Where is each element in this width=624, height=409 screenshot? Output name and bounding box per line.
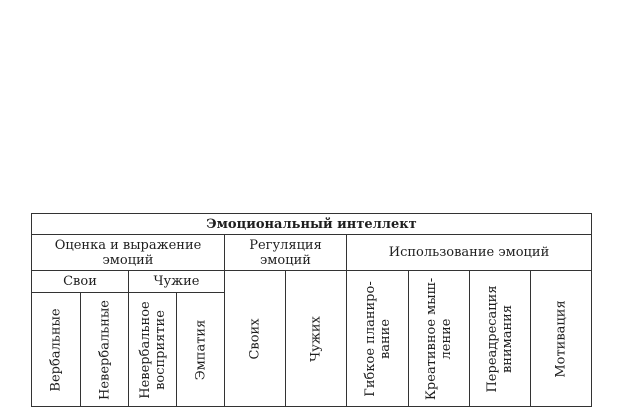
column-flexible-planning-label: Гибкое планиро- вание [362,280,393,397]
column-others-regulation-label: Чужих [308,315,324,362]
column-verbal-label: Вербальные [48,307,64,392]
column-flexible-planning [347,271,409,407]
column-verbal [32,293,81,407]
table-title: Эмоциональный интеллект [32,214,592,235]
column-own-regulation [225,271,286,407]
column-motivation [531,271,592,407]
column-nonverbal-label: Невербальные [97,299,112,400]
column-others-regulation [286,271,347,407]
column-attention-redirect-label: Переадресация внимания [485,284,515,393]
column-creative-thinking-label: Креативное мыш- ление [424,277,454,400]
column-empathy [177,293,225,407]
subgroup-own: Свои [32,271,129,293]
column-empathy-label: Эмпатия [193,319,208,380]
column-nonverbal [81,293,129,407]
column-own-regulation-label: Своих [247,317,263,360]
group-usage: Использование эмоций [347,235,592,271]
subgroup-others: Чужие [129,271,225,293]
column-attention-redirect [470,271,531,407]
column-nonverbal-perception [129,293,177,407]
group-assessment-expression: Оценка и выражение эмоций [32,235,225,271]
group-regulation: Регуляция эмоций [225,235,347,271]
column-nonverbal-perception-label: Невербальное восприятие [137,300,168,399]
column-creative-thinking [409,271,470,407]
column-motivation-label: Мотивация [553,299,569,378]
emotional-intelligence-table [31,213,592,407]
